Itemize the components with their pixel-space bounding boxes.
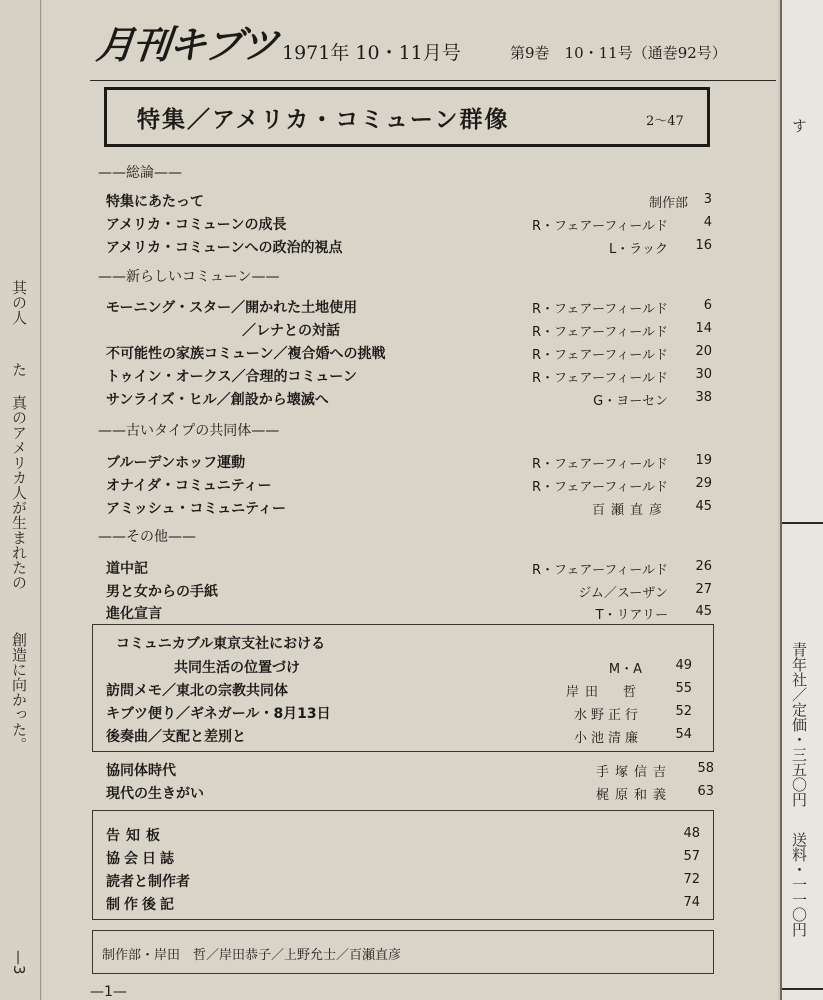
toc-entry-title[interactable]: 協同体時代 — [106, 763, 176, 779]
toc-entry-page: 45 — [695, 499, 712, 514]
left-edge-text: —3 — [10, 950, 28, 975]
toc-entry-page: 45 — [695, 604, 712, 619]
toc-entry-title[interactable]: 男と女からの手紙 — [106, 584, 218, 600]
toc-entry-page: 26 — [695, 559, 712, 574]
toc-entry-page: 58 — [697, 761, 714, 776]
departments-box — [92, 810, 714, 920]
toc-entry-title[interactable]: ／レナとの対話 — [242, 323, 340, 339]
toc-entry-title[interactable]: 共同生活の位置づけ — [174, 660, 300, 676]
section-heading: ——古いタイプの共同体—— — [98, 423, 280, 439]
toc-entry-title[interactable]: 読者と制作者 — [106, 874, 190, 890]
toc-entry-author: 制作部 — [648, 196, 688, 211]
toc-entry-author: R・フェアーフィールド — [531, 480, 668, 495]
toc-entry-author: M・A — [608, 662, 642, 677]
toc-entry-page: 52 — [675, 704, 692, 719]
section-heading: ——総論—— — [98, 165, 182, 181]
header-rule — [90, 80, 776, 81]
toc-entry-page: 20 — [695, 344, 712, 359]
toc-entry-page: 27 — [695, 582, 712, 597]
toc-entry-page: 38 — [695, 390, 712, 405]
toc-entry-author: 小池清廉 — [573, 731, 642, 746]
toc-entry-title[interactable]: モーニング・スター／開かれた土地使用 — [106, 300, 358, 316]
toc-entry-author: R・フェアーフィールド — [531, 325, 668, 340]
right-edge-rule — [782, 988, 823, 990]
section-heading: ——新らしいコミューン—— — [98, 269, 280, 285]
staff-credits: 制作部・岸田 哲／岸田恭子／上野允士／百瀬直彦 — [102, 948, 402, 963]
toc-entry-page: 6 — [703, 298, 712, 313]
toc-entry-title[interactable]: 進化宣言 — [106, 606, 162, 622]
toc-entry-title[interactable]: アメリカ・コミューンへの政治的視点 — [106, 240, 343, 256]
toc-entry-author: R・フェアーフィールド — [531, 457, 668, 472]
page-number: —1— — [90, 984, 127, 1000]
contents-page — [42, 0, 778, 1000]
toc-entry-title[interactable]: アメリカ・コミューンの成長 — [106, 217, 287, 233]
toc-entry-title[interactable]: アミッシュ・コミュニティー — [106, 501, 287, 517]
toc-entry-page: 57 — [683, 849, 700, 864]
toc-entry-author: 岸田 哲 — [565, 685, 642, 700]
right-edge-text: 送料・一一〇円 — [790, 832, 808, 937]
left-edge-text: 真のアメリカ人が生まれたの — [10, 395, 28, 590]
toc-entry-title[interactable]: 訪問メモ／東北の宗教共同体 — [106, 683, 288, 699]
issue-date: 1971年 10・11月号 — [282, 42, 461, 64]
left-edge-text: た — [10, 362, 28, 377]
toc-entry-author: 梶原和義 — [595, 788, 672, 803]
toc-entry-author: R・フェアーフィールド — [531, 371, 668, 386]
toc-entry-title[interactable]: 制作後記 — [106, 897, 178, 913]
toc-entry-title[interactable]: キブツ便り／ギネガール・8月13日 — [106, 706, 331, 722]
right-edge-rule — [782, 522, 823, 524]
toc-entry-page: 4 — [703, 215, 712, 230]
toc-entry-title[interactable]: 道中記 — [106, 561, 148, 577]
right-page-edge — [780, 0, 823, 1000]
toc-entry-page: 16 — [695, 238, 712, 253]
toc-entry-title[interactable]: 特集にあたって — [106, 194, 204, 210]
right-edge-text: す — [790, 118, 808, 133]
toc-entry-page: 14 — [695, 321, 712, 336]
toc-entry-page: 29 — [695, 476, 712, 491]
toc-entry-title[interactable]: 不可能性の家族コミューン／複合婚への挑戦 — [106, 346, 386, 362]
toc-entry-page: 3 — [703, 192, 712, 207]
toc-entry-author: 百瀬直彦 — [591, 503, 668, 518]
toc-entry-title[interactable]: コミュニカブル東京支社における — [116, 636, 326, 652]
toc-entry-title[interactable]: ブルーデンホッフ運動 — [106, 455, 246, 471]
toc-entry-title[interactable]: 後奏曲／支配と差別と — [106, 729, 246, 745]
toc-entry-author: R・フェアーフィールド — [531, 348, 668, 363]
section-heading: ——その他—— — [98, 529, 196, 545]
toc-entry-author: R・フェアーフィールド — [531, 563, 668, 578]
volume-number: 第9巻 10・11号（通巻92号） — [510, 44, 727, 62]
toc-entry-title[interactable]: 協会日誌 — [106, 851, 178, 867]
feature-title: 特集／アメリカ・コミューン群像 — [137, 107, 510, 133]
toc-entry-page: 63 — [697, 784, 714, 799]
toc-entry-author: R・フェアーフィールド — [531, 219, 668, 234]
toc-entry-author: G・ヨーセン — [593, 394, 668, 409]
toc-entry-title[interactable]: トゥイン・オークス／合理的コミューン — [106, 369, 357, 385]
toc-entry-page: 54 — [675, 727, 692, 742]
toc-entry-author: L・ラック — [609, 242, 668, 257]
toc-entry-page: 30 — [695, 367, 712, 382]
toc-entry-page: 72 — [683, 872, 700, 887]
toc-entry-page: 49 — [675, 658, 692, 673]
right-edge-text: 青年社／定価・三五〇円 — [790, 642, 808, 807]
toc-entry-title[interactable]: オナイダ・コミュニティー — [106, 478, 272, 494]
toc-entry-page: 55 — [675, 681, 692, 696]
toc-entry-author: T・リアリー — [595, 608, 668, 623]
feature-page-range: 2〜47 — [646, 114, 684, 129]
toc-entry-title[interactable]: サンライズ・ヒル／創設から壊滅へ — [106, 392, 329, 408]
toc-entry-author: ジム／スーザン — [578, 586, 668, 601]
left-edge-text: 創造に向かった。 — [10, 632, 28, 752]
toc-entry-page: 19 — [695, 453, 712, 468]
toc-entry-author: R・フェアーフィールド — [531, 302, 668, 317]
toc-entry-author: 水野正行 — [573, 708, 642, 723]
toc-entry-author: 手塚信吉 — [595, 765, 672, 780]
toc-entry-title[interactable]: 現代の生きがい — [106, 786, 204, 802]
magazine-logo: 月刊キブツ — [94, 23, 279, 67]
left-edge-text: 其の人 — [10, 280, 28, 325]
left-page-edge — [0, 0, 41, 1000]
toc-entry-title[interactable]: 告知板 — [106, 828, 166, 844]
toc-entry-page: 74 — [683, 895, 700, 910]
toc-entry-page: 48 — [683, 826, 700, 841]
